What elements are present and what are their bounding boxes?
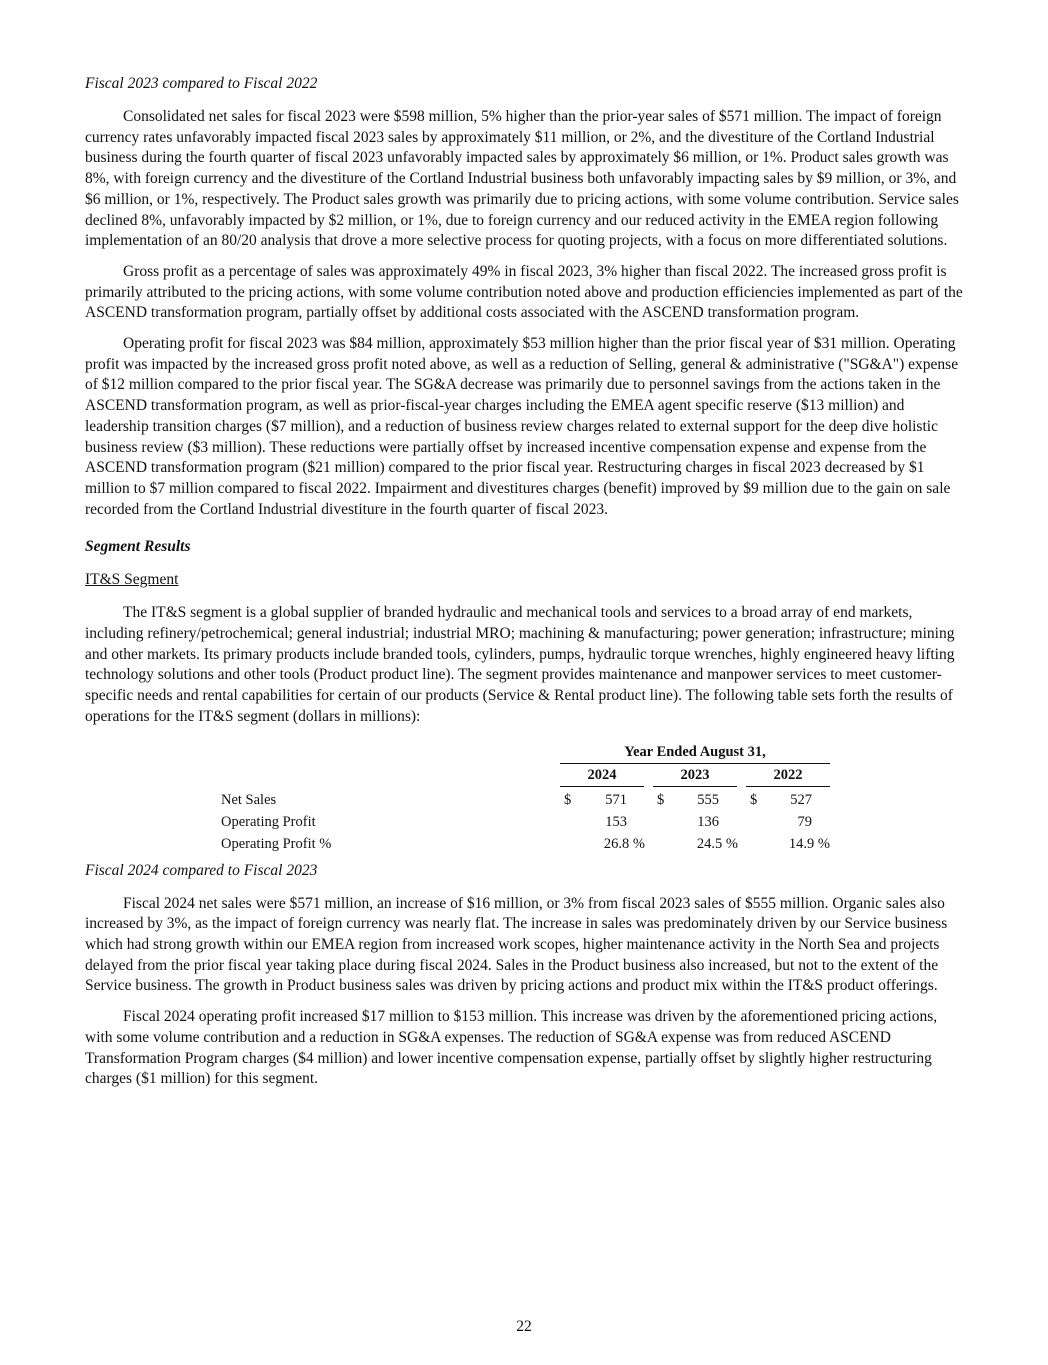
cell-2023: 555 <box>697 791 719 808</box>
results-table <box>85 743 965 853</box>
document-page <box>85 74 965 1100</box>
table-header-year-ended: Year Ended August 31, <box>560 743 830 764</box>
row-label: Operating Profit % <box>221 835 332 852</box>
paragraph-net-sales-2023: Consolidated net sales for fiscal 2023 were $598 million, 5% higher than the prior-year sales of $571 million. The impact of foreign currency rates unfavorably impacted fiscal 2023 sales by approximately $11 million, or 2%, and the divestiture of the Cortland Industrial business during the fourth quarter of fiscal 2023 unfavorably impacted sales by approximately $6 million, or 1%. Product sales growth was 8%, with foreign currency and the divestiture of the Cortland Industrial business both unfavorably impacting sales by $9 million, or 3%, and $6 million, or 1%, respectively. The Product sales growth was primarily due to pricing actions, with some volume contribution. Service sales declined 8%, unfavorably impacted by $2 million, or 1%, due to foreign currency and our reduced activity in the EMEA region following implementation of an 80/20 analysis that drove a more selective process for quoting projects, with a focus on more differentiated solutions. <box>85 108 959 250</box>
table-row-operating-profit-pct <box>85 834 845 854</box>
table-row-net-sales <box>85 790 845 810</box>
section-heading-fiscal-2024: Fiscal 2024 compared to Fiscal 2023 <box>85 861 318 879</box>
cell-2022: 79 <box>797 813 812 830</box>
paragraph-gross-profit-2023: Gross profit as a percentage of sales was approximately 49% in fiscal 2023, 3% higher than fiscal 2022. The increased gross profit is primarily attributed to the pricing actions, with some volume contribution noted above and production efficiencies implemented as part of the ASCEND transformation program, partially offset by additional costs associated with the ASCEND transformation program. <box>85 262 963 322</box>
cell-2022: 527 <box>790 791 812 808</box>
currency-symbol: $ <box>564 791 572 808</box>
cell-2022: 14.9 % <box>788 835 830 852</box>
section-heading-fiscal-2023: Fiscal 2023 compared to Fiscal 2022 <box>85 75 318 92</box>
table-row-operating-profit <box>85 812 845 832</box>
cell-2023: 24.5 % <box>696 835 738 852</box>
cell-2024: 153 <box>605 813 627 830</box>
year-header-2022: 2022 <box>746 766 830 787</box>
paragraph-net-sales-2024: Fiscal 2024 net sales were $571 million, an increase of $16 million, or 3% from fiscal 2023 sales of $555 million. Organic sales also increased by 3%, as the impact of foreign currency was nearly flat. The increase in sales was predominately driven by our Service business which had strong growth within our EMEA region from increased work scopes, higher maintenance activity in the North Sea and projects delayed from the prior fiscal year taking place during fiscal 2024. Sales in the Product business also increased, but not to the extent of the Service business. The growth in Product business sales was driven by pricing actions and product mix within the IT&S product offerings. <box>85 894 948 995</box>
row-label: Net Sales <box>221 791 277 808</box>
cell-2024: 571 <box>605 791 627 808</box>
its-segment-heading: IT&S Segment <box>85 571 179 589</box>
segment-results-heading: Segment Results <box>85 538 191 556</box>
year-header-2023: 2023 <box>653 766 737 787</box>
cell-2024: 26.8 % <box>603 835 645 852</box>
page-number: 22 <box>516 1318 532 1335</box>
paragraph-operating-profit-2023: Operating profit for fiscal 2023 was $84 million, approximately $53 million higher than the prior fiscal year of $31 million. Operating profit was impacted by the increased gross profit noted above, as well as a reduction of Selling, general & administrative ("SG&A") expense of $12 million compared to the prior fiscal year. The SG&A decrease was primarily due to personnel savings from the actions taken in the ASCEND transformation program, as well as prior-fiscal-year charges including the EMEA agent specific reserve ($13 million) and leadership transition charges ($7 million), and a reduction of business review charges related to external support for the deep dive holistic business review ($3 million). These reductions were partially offset by increased incentive compensation expense and expense from the ASCEND transformation program ($21 million) compared to the prior fiscal year. Restructuring charges in fiscal 2023 decreased by $1 million to $7 million compared to fiscal 2022. Impairment and divestitures charges (benefit) improved by $9 million due to the gain on sale recorded from the Cortland Industrial divestiture in the fourth quarter of fiscal 2023. <box>85 335 959 518</box>
year-header-2024: 2024 <box>560 766 644 787</box>
cell-2023: 136 <box>697 813 719 830</box>
currency-symbol: $ <box>750 791 758 808</box>
paragraph-its-segment: The IT&S segment is a global supplier of branded hydraulic and mechanical tools and services to a broad array of end markets, including refinery/petrochemical; general industrial; industrial MRO; machining & manufacturing; power generation; infrastructure; mining and other markets. Its primary products include branded tools, cylinders, pumps, hydraulic torque wrenches, highly engineered heavy lifting technology solutions and other tools (Product product line). The segment provides maintenance and manpower services to meet customer-specific needs and rental capabilities for certain of our products (Service & Rental product line). The following table sets forth the results of operations for the IT&S segment (dollars in millions): <box>85 604 955 725</box>
row-label: Operating Profit <box>221 813 316 830</box>
paragraph-operating-profit-2024: Fiscal 2024 operating profit increased $17 million to $153 million. This increase was driven by the aforementioned pricing actions, with some volume contribution and a reduction in SG&A expenses. The reduction of SG&A expense was from reduced ASCEND Transformation Program charges ($4 million) and lower incentive compensation expense, partially offset by slightly higher restructuring charges ($1 million) for this segment. <box>85 1008 938 1088</box>
currency-symbol: $ <box>657 791 665 808</box>
